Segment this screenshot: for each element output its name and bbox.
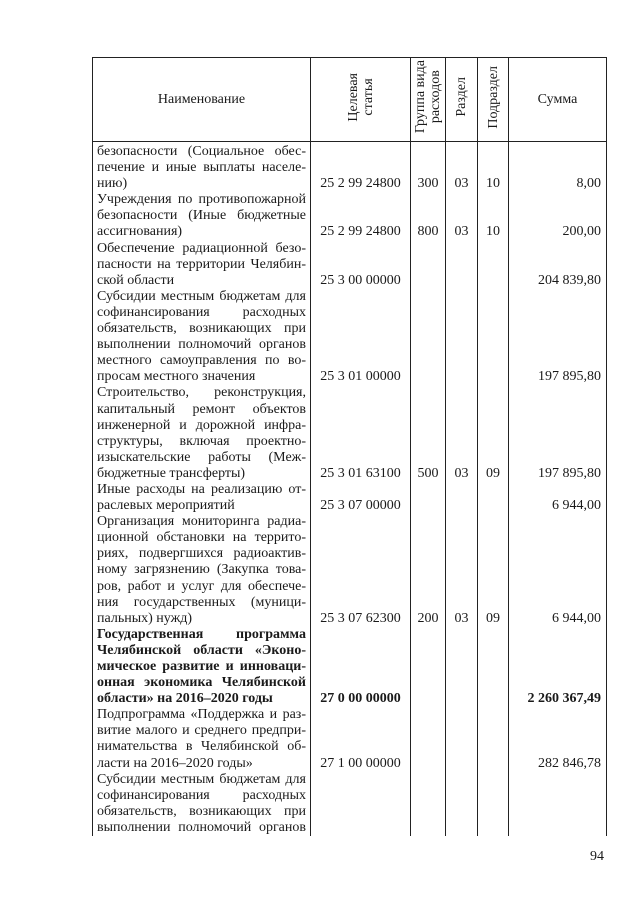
expense-group-cell: 800 [411,192,446,240]
sum-cell: 282 846,78 [509,707,607,771]
sum-cell: 197 895,80 [509,289,607,386]
column-header-sum-label: Сумма [537,91,578,107]
row-name-line: ному загрязнению (Закупка това- [97,562,306,578]
expense-group-cell: 500 [411,385,446,482]
section-cell: 03 [446,385,478,482]
row-name-line: Иные расходы на реализацию от- [97,481,306,497]
sum-cell: 8,00 [509,142,607,193]
row-name-line: ской области [97,272,175,288]
expense-group-cell [411,772,446,836]
column-header-section-label: Раздел [454,77,469,117]
section-cell [446,772,478,836]
expense-group-cell [411,241,446,289]
column-header-target-article [311,58,411,142]
row-name-line: софинансирования расходных [97,787,306,803]
row-name-cell [93,482,311,514]
target-article-cell: 25 2 99 24800 [311,142,411,193]
row-name-line: Государственная программа [97,626,306,642]
table-row [93,385,607,482]
row-name-cell [93,385,311,482]
row-name-line: ния государственных (муници- [97,594,306,610]
expense-group-cell [411,289,446,386]
row-name-line: риях, подвергшихся радиоактив- [97,546,306,562]
expense-group-cell: 300 [411,142,446,193]
column-header-subsection-label: Подраздел [485,65,501,129]
subsection-cell [478,627,509,707]
subsection-cell: 10 [478,142,509,193]
target-article-cell: 25 3 00 00000 [311,241,411,289]
subsection-cell: 09 [478,514,509,627]
row-name-line: местного самоуправления по во- [97,353,306,369]
row-name-line: нию) [97,176,128,192]
target-article-cell: 25 3 07 62300 [311,514,411,627]
row-name-cell [93,514,311,627]
row-name-line: Учреждения по противопожарной [97,192,306,208]
column-header-expense-group-label: Группа вида расходов [413,60,443,134]
subsection-cell: 10 [478,192,509,240]
row-name-cell [93,142,311,193]
section-cell: 03 [446,192,478,240]
column-header-target-article-label: Целевая статья [345,72,376,122]
expense-group-cell [411,707,446,771]
row-name-line: софинансирования расходных [97,304,306,320]
target-article-cell: 25 3 01 00000 [311,289,411,386]
row-name-line: области» на 2016–2020 годы [97,691,273,707]
sum-cell: 6 944,00 [509,514,607,627]
subsection-cell: 09 [478,385,509,482]
subsection-cell [478,772,509,836]
column-header-subsection [478,58,509,142]
column-header-name-label: Наименование [157,91,246,107]
column-header-section [446,58,478,142]
table-row [93,514,607,627]
table-row [93,482,607,514]
row-name-line: Подпрограмма «Поддержка и раз- [97,707,306,723]
section-cell [446,482,478,514]
row-name-line: обязательств, возникающих при [97,321,306,337]
row-name-line: витие малого и среднего предпри- [97,723,306,739]
column-header-expense-group [411,58,446,142]
row-name-cell [93,192,311,240]
row-name-line: Строительство, реконструкция, [97,385,306,401]
row-name-line: Организация мониторинга радиа- [97,514,306,530]
target-article-cell [311,772,411,836]
subsection-cell [478,482,509,514]
row-name-line: безопасности (Социальное обес- [97,144,306,159]
target-article-cell: 25 2 99 24800 [311,192,411,240]
table-row [93,289,607,386]
row-name-line: выполнении полномочий органов [97,337,306,353]
row-name-line: структуры, включая проектно- [97,433,306,449]
table-row [93,192,607,240]
sum-cell: 6 944,00 [509,482,607,514]
subsection-cell [478,289,509,386]
row-name-cell [93,241,311,289]
row-name-line: изыскательские работы (Меж- [97,449,306,465]
row-name-line: бюджетные трансферты) [97,465,246,481]
section-cell [446,707,478,771]
sum-cell [509,772,607,836]
target-article-cell: 25 3 07 00000 [311,482,411,514]
row-name-line: капитальный ремонт объектов [97,401,306,417]
row-name-line: Субсидии местным бюджетам для [97,288,306,304]
target-article-cell: 27 0 00 00000 [311,627,411,707]
table-row [93,142,607,193]
row-name-line: онная экономика Челябинской [97,675,306,691]
row-name-line: пасности на территории Челябин- [97,256,306,272]
expense-group-cell [411,482,446,514]
subsection-cell [478,241,509,289]
row-name-line: Обеспечение радиационной безо- [97,240,306,256]
row-name-line: мическое развитие и инноваци- [97,659,306,674]
section-cell [446,241,478,289]
row-name-line: Челябинской области «Эконо- [97,642,306,658]
sum-cell: 197 895,80 [509,385,607,482]
section-cell: 03 [446,514,478,627]
row-name-line: просам местного значения [97,369,256,385]
row-name-line: безопасности (Иные бюджетные [97,208,306,224]
subsection-cell [478,707,509,771]
section-cell [446,289,478,386]
table-row [93,241,607,289]
expense-group-cell [411,627,446,707]
column-header-name [93,58,311,142]
target-article-cell: 25 3 01 63100 [311,385,411,482]
table-body [93,142,607,837]
section-cell [446,627,478,707]
table-row [93,627,607,707]
row-name-line: ласти на 2016–2020 годы» [97,755,253,771]
sum-cell: 2 260 367,49 [509,627,607,707]
row-name-line: ционной обстановки на террито- [97,530,306,546]
row-name-cell [93,772,311,836]
row-name-line: Субсидии местным бюджетам для [97,771,306,787]
sum-cell: 200,00 [509,192,607,240]
row-name-cell [93,289,311,386]
table-header [93,58,607,142]
row-name-line: раслевых мероприятий [97,498,235,514]
row-name-line: ассигнования) [97,224,183,240]
budget-table [92,57,607,836]
section-cell: 03 [446,142,478,193]
row-name-line: пальных) нужд) [97,610,193,626]
row-name-line: выполнении полномочий органов [97,819,306,835]
row-name-line: ров, работ и услуг для обеспече- [97,578,306,594]
row-name-line: нимательства в Челябинской об- [97,739,306,755]
target-article-cell: 27 1 00 00000 [311,707,411,771]
header-row [93,58,607,142]
expense-group-cell: 200 [411,514,446,627]
row-name-line: инженерной и дорожной инфра- [97,417,306,433]
row-name-line: обязательств, возникающих при [97,803,306,819]
sum-cell: 204 839,80 [509,241,607,289]
row-name-cell [93,707,311,771]
column-header-sum [509,58,607,142]
page-number: 94 [590,849,604,864]
row-name-cell [93,627,311,707]
table-row [93,772,607,836]
row-name-line: печение и иные выплаты населе- [97,160,306,176]
table-row [93,707,607,771]
